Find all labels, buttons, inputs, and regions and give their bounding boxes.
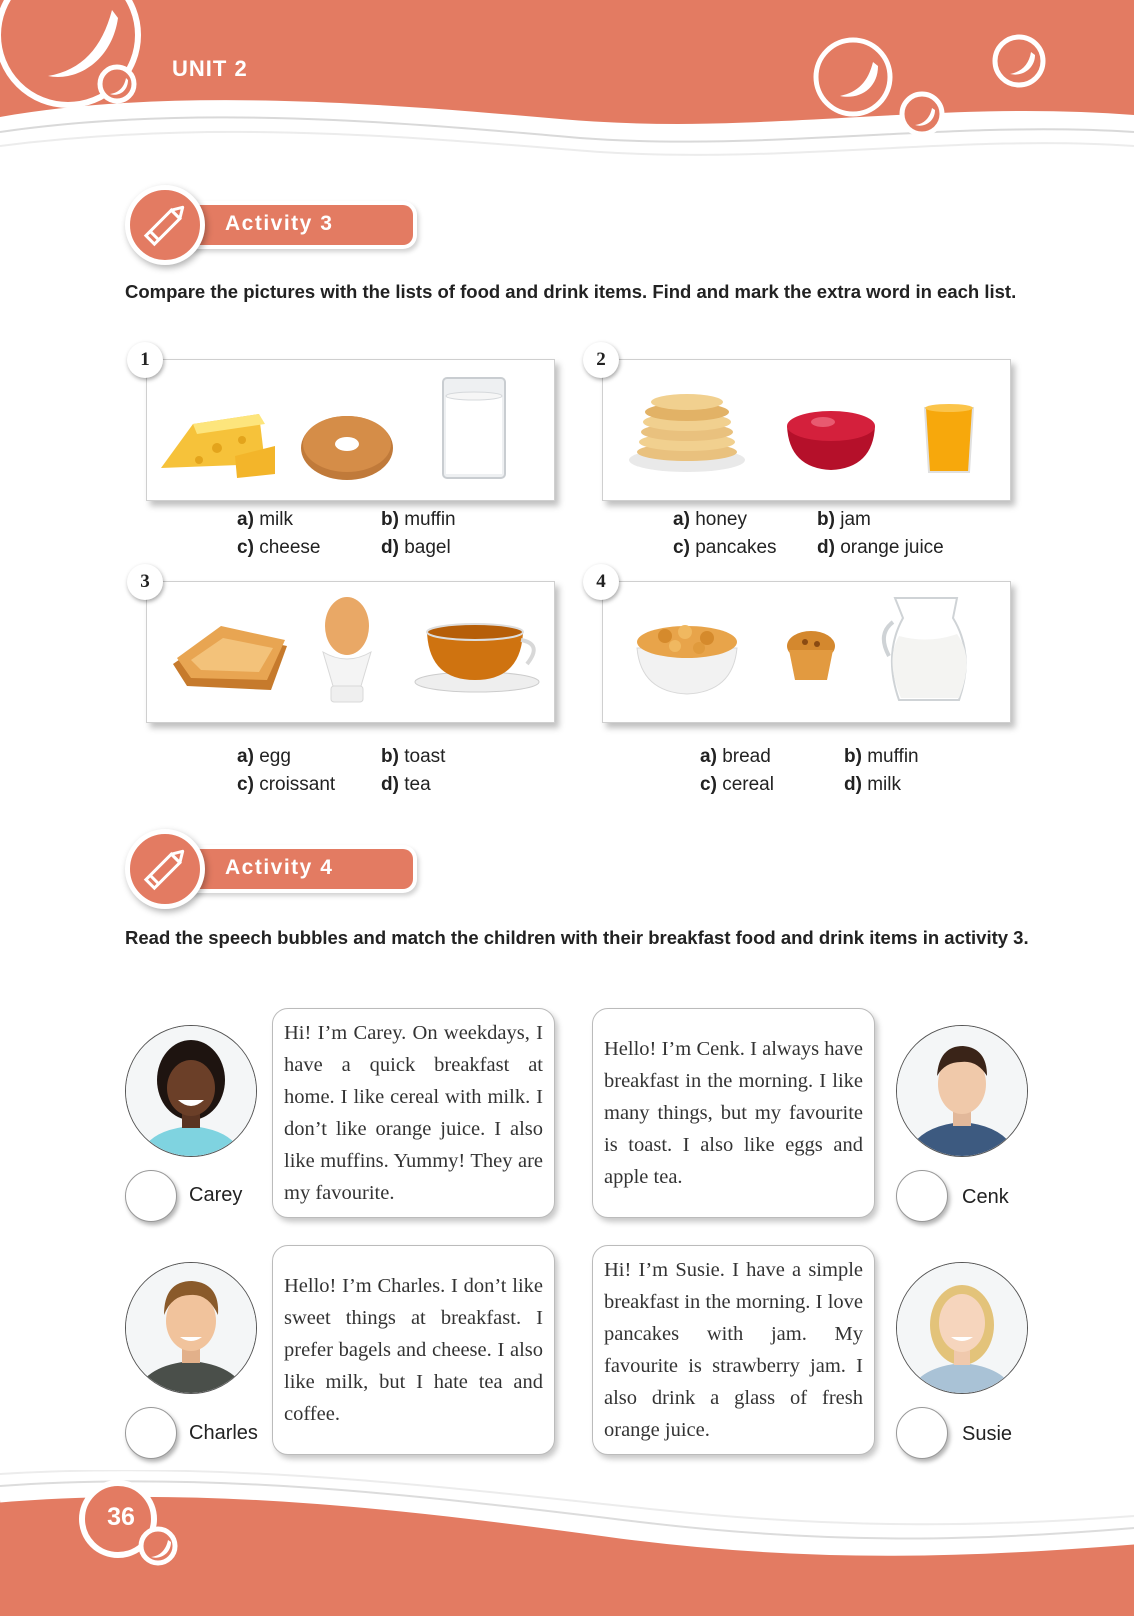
avatar-susie [896,1262,1028,1394]
option-1b[interactable]: b) muffin [381,509,456,530]
toast-image [173,626,287,690]
avatar-charles [125,1262,257,1394]
speech-text-susie: Hi! I’m Susie. I have a simple breakfast in the morning. I love pancakes with jam. My favourite is strawberry jam. I also drink a glass of fresh orange juice. [604,1259,863,1441]
cereal-bowl-image [637,625,737,694]
option-3c[interactable]: c) croissant [237,774,336,795]
option-1c[interactable]: c) cheese [237,537,321,558]
option-1d[interactable]: d) bagel [381,537,451,558]
option-4a[interactable]: a) bread [700,746,771,767]
match-circle-susie[interactable] [896,1407,948,1459]
avatar-cenk [896,1025,1028,1157]
option-3a[interactable]: a) egg [237,746,291,767]
header-banner [0,0,1134,160]
milk-jug-image [884,598,967,700]
activity-3-title: Activity 3 [225,212,334,235]
muffin-image [787,631,835,680]
pencil-icon [130,834,200,904]
option-2b[interactable]: b) jam [817,509,871,530]
page-number: 36 [107,1503,135,1531]
activity-4-banner [125,829,425,909]
match-circle-charles[interactable] [125,1407,177,1459]
child-name-carey: Carey [189,1184,243,1206]
avatar-carey [125,1025,257,1157]
set-number-3: 3 [127,564,163,600]
activity-3-pencil-badge [125,185,205,265]
speech-text-cenk: Hello! I’m Cenk. I always have breakfast in the morning. I like many things, but my favourite is toast. I also like eggs and apple tea. [604,1038,863,1188]
set-number-1: 1 [127,342,163,378]
speech-text-charles: Hello! I’m Charles. I don’t like sweet things at breakfast. I prefer bagels and cheese. I also like milk, but I hate tea and coffee. [284,1275,543,1425]
set-number-4: 4 [583,564,619,600]
jam-bowl-image [787,411,875,470]
tea-cup-image [415,624,539,692]
option-4b[interactable]: b) muffin [844,746,919,767]
match-circle-cenk[interactable] [896,1170,948,1222]
option-2d[interactable]: d) orange juice [817,537,944,558]
egg-cup-image [323,597,371,702]
option-3d[interactable]: d) tea [381,774,431,795]
footer-banner [0,1470,1134,1616]
pencil-icon [130,190,200,260]
speech-bubble-carey [272,1008,555,1218]
option-2c[interactable]: c) pancakes [673,537,777,558]
activity-4-pencil-badge [125,829,205,909]
option-4c[interactable]: c) cereal [700,774,774,795]
speech-bubble-susie [592,1245,875,1455]
speech-text-carey: Hi! I’m Carey. On weekdays, I have a quick breakfast at home. I like cereal with milk. I don’t like orange juice. I also like muffins. Yummy! They are my favourite. [284,1022,543,1204]
picture-panel-3 [146,581,555,723]
option-1a[interactable]: a) milk [237,509,293,530]
speech-bubble-cenk [592,1008,875,1218]
milk-glass-image [443,378,505,478]
unit-label: UNIT 2 [172,56,248,81]
match-circle-carey[interactable] [125,1170,177,1222]
option-3b[interactable]: b) toast [381,746,446,767]
activity-4-title: Activity 4 [225,856,334,879]
child-name-charles: Charles [189,1422,258,1444]
activity-4-instruction: Read the speech bubbles and match the children with their breakfast food and drink items in activity 3. [125,927,1029,948]
picture-panel-1 [146,359,555,501]
option-2a[interactable]: a) honey [673,509,747,530]
speech-bubble-charles [272,1245,555,1455]
pancakes-image [629,394,745,472]
activity-3-banner [125,185,425,265]
bagel-image [301,416,393,480]
option-4d[interactable]: d) milk [844,774,901,795]
picture-panel-4 [602,581,1011,723]
set-number-2: 2 [583,342,619,378]
child-name-susie: Susie [962,1423,1013,1445]
cheese-image [161,414,275,478]
activity-3-instruction: Compare the pictures with the lists of food and drink items. Find and mark the extra word in each list. [125,281,1017,302]
orange-juice-image [925,404,973,472]
child-name-cenk: Cenk [962,1186,1009,1208]
picture-panel-2 [602,359,1011,501]
